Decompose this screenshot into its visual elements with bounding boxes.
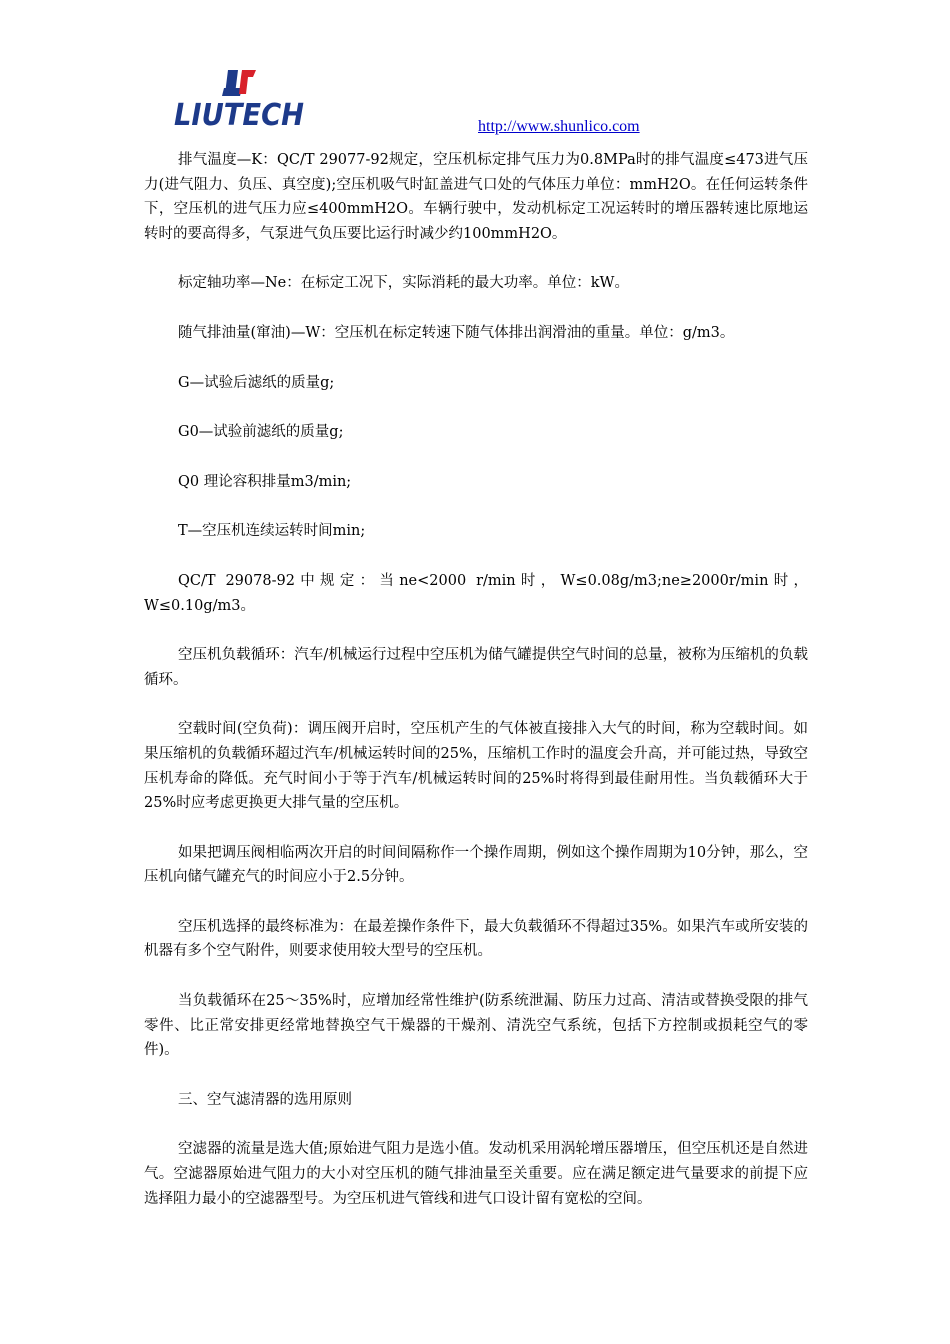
paragraph-oil-carryover: 随气排油量(窜油)—W：空压机在标定转速下随气体排出润滑油的重量。单位：g/m3。: [178, 324, 735, 341]
paragraph-air-filter: 空滤器的流量是选大值;原始进气阻力是选小值。发动机采用涡轮增压器增压，但空压机还是自然进气。空滤器原始进气阻力的大小对空压机的随气排油量至关重要。应在满足额定进气量要求的前提下应选择阻力最小的空滤器型号。为空压机进气管线和进气口设计留有宽松的空间。: [144, 1141, 808, 1207]
page-header: [0, 0, 950, 140]
logo-mark-right-bar: [239, 70, 256, 94]
logo-mark-base: [222, 88, 242, 96]
paragraph-unloaded-time: 空载时间(空负荷)：调压阀开启时，空压机产生的气体被直接排入大气的时间，称为空载时间。如果压缩机的负载循环超过汽车/机械运转时间的25%，压缩机工作时的温度会升高，并可能过热，导致空压机寿命的降低。充气时间小于等于汽车/机械运转时间的25%时将得到最佳耐用性。当负载循环大于25%时应考虑更换更大排气量的空压机。: [144, 721, 808, 812]
paragraph-exhaust-temperature: 排气温度—K：QC/T 29077-92规定，空压机标定排气压力为0.8MPa时的排气温度≤473进气压力(进气阻力、负压、真空度);空压机吸气时缸盖进气口处的气体压力单位：mmH2O。在任何运转条件下，空压机的进气压力应≤400mmH2O。车辆行驶中，发动机标定工况运转时的增压器转速比原地运转时的要高得多，气泵进气负压要比运行时减少约100mmH2O。: [144, 152, 808, 242]
liutech-logo-graphic: [172, 68, 307, 128]
paragraph-definition-t: T—空压机连续运转时间min;: [178, 523, 366, 540]
logo-wordmark: LIUTECH: [174, 98, 304, 128]
paragraph-standard-limits: QC/T 29078-92中规定：当ne<2000 r/min时，W≤0.08g/m3;ne≥2000r/min时，W≤0.10g/m3。: [144, 572, 808, 614]
paragraph-maintenance: 当负载循环在25～35%时，应增加经常性维护(防系统泄漏、防压力过高、清洁或替换受限的排气零件、比正常安排更经常地替换空气干燥器的干燥剂、清洗空气系统，包括下方控制或损耗空气的零件)。: [144, 993, 808, 1059]
paragraph-duty-cycle: 空压机负载循环：汽车/机械运行过程中空压机为储气罐提供空气时间的总量，被称为压缩机的负载循环。: [144, 647, 808, 688]
liutech-logo: [172, 68, 307, 128]
paragraph-definition-g0: G0—试验前滤纸的质量g;: [178, 424, 344, 441]
paragraph-rated-shaft-power: 标定轴功率—Ne：在标定工况下，实际消耗的最大功率。单位：kW。: [178, 275, 629, 292]
website-link[interactable]: http://www.shunlico.com: [478, 118, 640, 135]
paragraph-operating-cycle: 如果把调压阀相临两次开启的时间间隔称作一个操作周期，例如这个操作周期为10分钟，那么，空压机向储气罐充气的时间应小于2.5分钟。: [144, 844, 808, 886]
paragraph-definition-g: G—试验后滤纸的质量g;: [178, 374, 335, 391]
document-body: [144, 148, 808, 1236]
paragraph-selection-criterion: 空压机选择的最终标准为：在最差操作条件下，最大负载循环不得超过35%。如果汽车或所安装的机器有多个空气附件，则要求使用较大型号的空压机。: [144, 918, 808, 960]
section-heading-air-filter: 三、空气滤清器的选用原则: [178, 1091, 352, 1108]
paragraph-definition-q0: Q0 理论容积排量m3/min;: [178, 473, 352, 490]
